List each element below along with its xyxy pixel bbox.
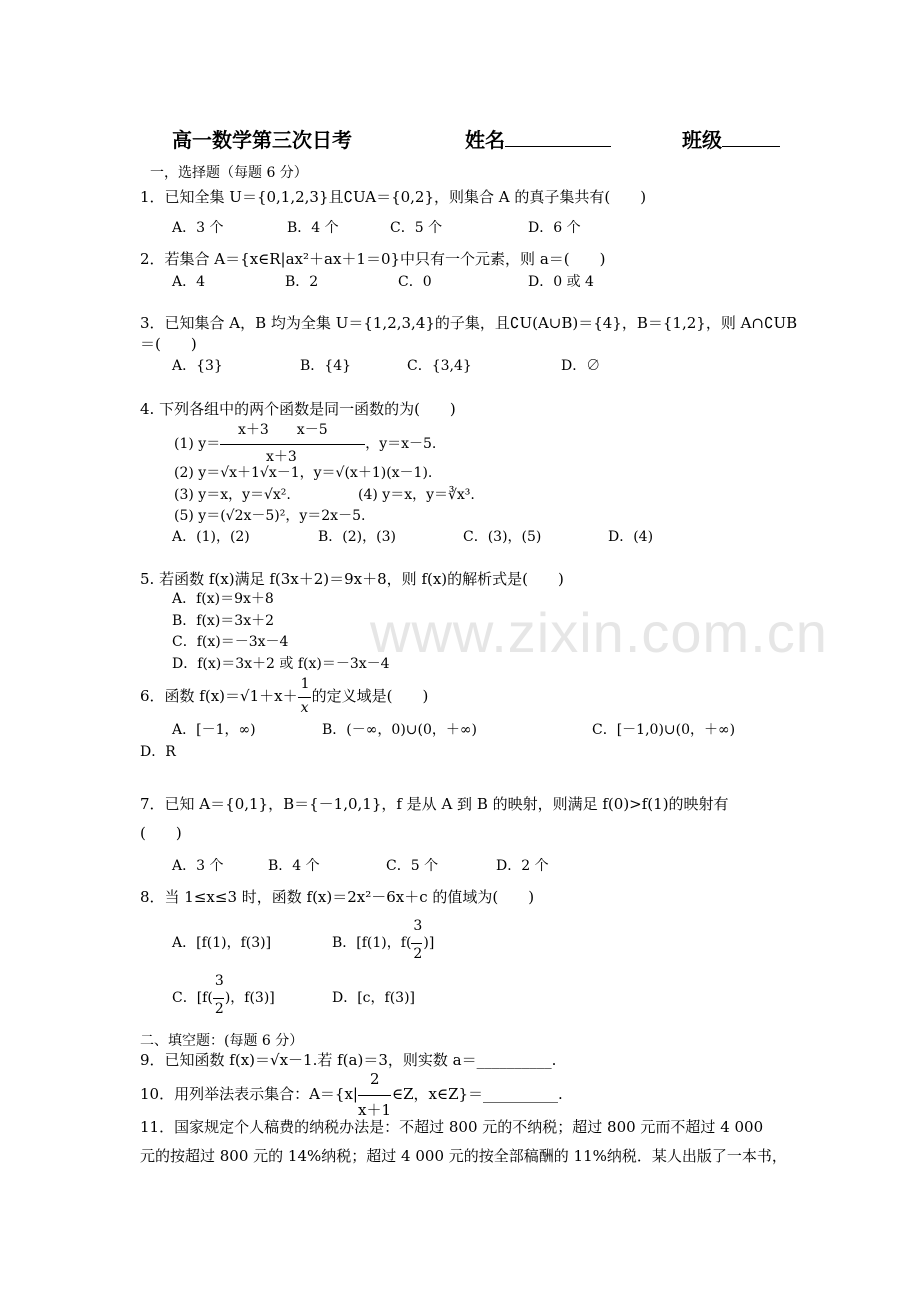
q8-b-frac-num: 3 <box>413 918 423 934</box>
question-9: 9．已知函数 f(x)＝√x－1.若 f(a)＝3，则实数 a＝__________. <box>140 1051 557 1069</box>
q6-frac-bar <box>298 697 311 698</box>
q8-option-c[interactable]: C．[f( $\frac{3}{2}$ )，f(3)] <box>172 973 275 1017</box>
q8-c-frac-den: 2 <box>214 1001 224 1017</box>
q4-option-b[interactable]: B．(2)，(3) <box>318 529 396 545</box>
q4-item4: (4) y＝x，y＝∛x³. <box>358 487 475 503</box>
question-7-stem-line2: ( ) <box>140 824 182 842</box>
q7-option-a[interactable]: A．3 个 <box>172 858 224 874</box>
question-3-stem-line1: 3．已知集合 A，B 均为全集 U＝{1,2,3,4}的子集，且∁U(A∪B)＝{4}，B＝{1,2}，则 A∩∁UB <box>140 314 798 332</box>
q7-option-b[interactable]: B．4 个 <box>268 858 320 874</box>
q8-c-frac-num: 3 <box>214 973 224 989</box>
q4-option-a[interactable]: A．(1)，(2) <box>172 529 250 545</box>
q1-option-d[interactable]: D．6 个 <box>528 220 581 236</box>
question-11-line1: 11．国家规定个人稿费的纳税办法是：不超过 800 元的不纳税；超过 800 元而不超过 4 000 <box>140 1118 764 1136</box>
q7-option-c[interactable]: C．5 个 <box>386 858 439 874</box>
section-heading-fill: 二、填空题：(每题 6 分） <box>140 1033 304 1049</box>
name-label: 姓名 <box>465 124 611 153</box>
q1-option-c[interactable]: C．5 个 <box>390 220 443 236</box>
q4-item1-main: (1) y＝ ，y＝x－5. <box>174 436 437 452</box>
q4-fraction-bar <box>220 444 365 445</box>
q4-item2: (2) y＝√x＋1√x－1，y＝√(x＋1)(x－1). <box>174 465 433 481</box>
question-8-stem: 8．当 1≤x≤3 时，函数 f(x)＝2x²－6x＋c 的值域为( ) <box>140 888 535 906</box>
q3-option-a[interactable]: A．{3} <box>172 358 223 374</box>
q6-fraction <box>298 676 312 716</box>
section-heading-choice: 一，选择题（每题 6 分） <box>150 165 308 181</box>
q8-option-d[interactable]: D．[c，f(3)] <box>332 990 416 1006</box>
q6-option-c[interactable]: C．[－1,0)∪(0，＋∞) <box>592 722 736 738</box>
q10-frac-num: 2 <box>369 1070 380 1088</box>
q4-option-d[interactable]: D．(4) <box>608 529 654 545</box>
q8-option-a[interactable]: A．[f(1)，f(3)] <box>172 935 272 951</box>
q5-option-d[interactable]: D．f(x)＝3x＋2 或 f(x)＝－3x－4 <box>172 656 390 672</box>
q2-option-c[interactable]: C．0 <box>398 274 432 290</box>
q5-option-c[interactable]: C．f(x)＝－3x－4 <box>172 634 289 650</box>
q3-option-d[interactable]: D．∅ <box>561 358 601 374</box>
q6-option-a[interactable]: A．[－1，∞) <box>172 722 256 738</box>
class-blank[interactable] <box>722 128 780 147</box>
q6-frac-den: x <box>300 700 309 716</box>
class-label: 班级 <box>682 124 780 153</box>
q2-option-b[interactable]: B．2 <box>285 274 319 290</box>
q2-option-d[interactable]: D．0 或 4 <box>528 274 594 290</box>
question-7-stem-line1: 7．已知 A＝{0,1}，B＝{－1,0,1}，f 是从 A 到 B 的映射，则满足 f(0)>f(1)的映射有 <box>140 795 729 813</box>
q8-c-frac-bar <box>213 998 224 999</box>
page-title: 高一数学第三次日考 <box>172 128 352 152</box>
q4-item1-numerators: x＋3 x－5 <box>238 422 328 438</box>
q8-c-fraction <box>213 973 225 1017</box>
q3-option-c[interactable]: C．{3,4} <box>407 358 472 374</box>
q8-b-frac-den: 2 <box>413 946 423 962</box>
q1-option-a[interactable]: A．3 个 <box>172 220 224 236</box>
q10-frac-bar <box>358 1095 391 1096</box>
q1-option-b[interactable]: B．4 个 <box>287 220 339 236</box>
q8-option-b[interactable]: B．[f(1)，f( $\frac{3}{2}$ )] <box>332 918 435 962</box>
watermark: www.zixin.com.cn <box>370 601 828 664</box>
q5-option-b[interactable]: B．f(x)＝3x＋2 <box>172 613 274 629</box>
q8-b-fraction <box>411 918 423 962</box>
q10-fraction <box>357 1070 392 1119</box>
q7-option-d[interactable]: D．2 个 <box>496 858 549 874</box>
q2-option-a[interactable]: A．4 <box>172 274 206 290</box>
q4-item1-denominator: x＋3 <box>266 449 297 465</box>
q4-item3: (3) y＝x，y＝√x². <box>174 487 291 503</box>
question-5-stem: 5. 若函数 f(x)满足 f(3x＋2)＝9x＋8，则 f(x)的解析式是( ) <box>140 570 564 588</box>
q4-option-c[interactable]: C．(3)，(5) <box>463 529 542 545</box>
question-2-stem: 2．若集合 A＝{x∈R|ax²＋ax＋1＝0}中只有一个元素，则 a＝( ) <box>140 250 606 268</box>
q10-frac-den: x＋1 <box>357 1101 391 1119</box>
question-3-stem-line2: ＝( ) <box>140 335 197 353</box>
question-1-stem: 1．已知全集 U＝{0,1,2,3}且∁UA＝{0,2}，则集合 A 的真子集共有( ) <box>140 188 647 206</box>
q4-item5: (5) y＝(√2x－5)²，y＝2x－5. <box>174 508 366 524</box>
q5-option-a[interactable]: A．f(x)＝9x＋8 <box>172 591 274 607</box>
name-blank[interactable] <box>505 128 611 147</box>
question-10: 10．用列举法表示集合：A＝{x| $\frac{2}{x+1}$ ∈Z，x∈Z}＝__________. <box>140 1070 563 1119</box>
q6-frac-num: 1 <box>300 676 310 692</box>
q6-option-d[interactable]: D．R <box>140 744 176 760</box>
q8-b-frac-bar <box>411 943 422 944</box>
question-11-line2: 元的按超过 800 元的 14%纳税；超过 4 000 元的按全部稿酬的 11%纳税．某人出版了一本书， <box>140 1147 787 1165</box>
question-6-stem: 6．函数 f(x)＝√1＋x＋ $\frac{1}{x}$ 的定义域是( ) <box>140 676 429 716</box>
q6-option-b[interactable]: B．(－∞，0)∪(0，＋∞) <box>322 722 478 738</box>
q3-option-b[interactable]: B．{4} <box>300 358 352 374</box>
question-4-stem: 4. 下列各组中的两个函数是同一函数的为( ) <box>140 400 456 418</box>
